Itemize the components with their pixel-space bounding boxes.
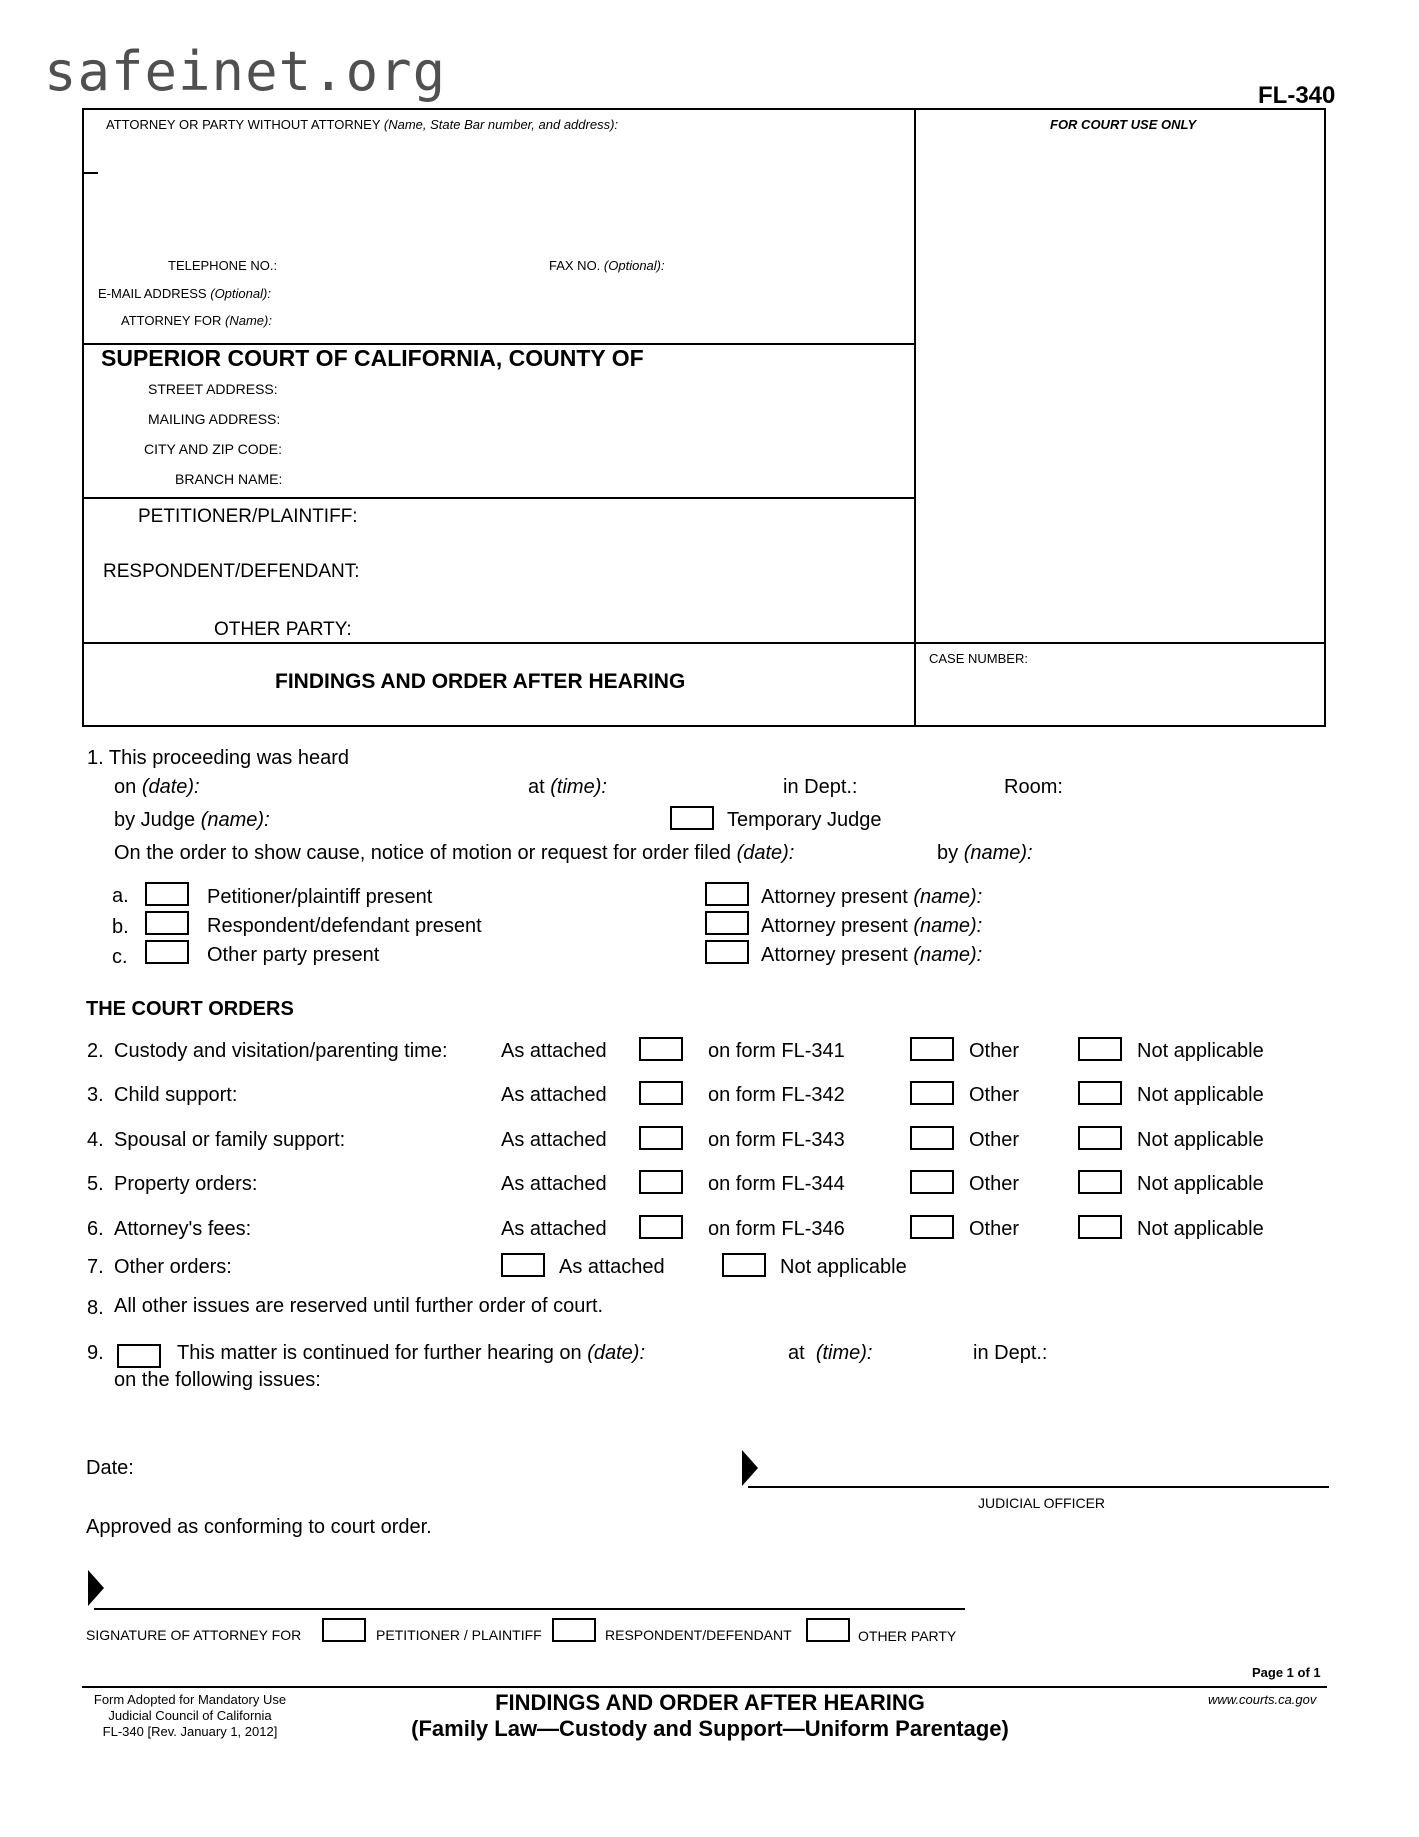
other-checkbox[interactable] (910, 1081, 954, 1105)
caption-tick (82, 172, 98, 174)
adopted-line-3: FL-340 [Rev. January 1, 2012] (102, 1724, 278, 1739)
form-title: FINDINGS AND ORDER AFTER HEARING (275, 670, 686, 693)
party-letter: a. (112, 885, 129, 907)
order-number: 2. (87, 1040, 104, 1062)
court-orders-heading: THE COURT ORDERS (86, 998, 294, 1020)
caption-rule-2 (82, 497, 916, 499)
not-applicable-label: Not applicable (1137, 1129, 1264, 1151)
adopted-line-1: Form Adopted for Mandatory Use (93, 1692, 287, 1707)
on-form-label: on form FL-343 (708, 1129, 845, 1151)
other-checkbox[interactable] (910, 1037, 954, 1061)
city-zip-label: CITY AND ZIP CODE: (144, 441, 282, 457)
order-label: Property orders: (114, 1173, 258, 1195)
not-applicable-checkbox[interactable] (1078, 1126, 1122, 1150)
attorney-signature-line[interactable] (94, 1608, 965, 1610)
approved-label: Approved as conforming to court order. (86, 1516, 432, 1538)
on-form-label: on form FL-342 (708, 1084, 845, 1106)
signature-attorney-label: SIGNATURE OF ATTORNEY FOR (86, 1627, 302, 1643)
item9-time: at (time): (788, 1342, 873, 1364)
petitioner-attorney-checkbox[interactable] (705, 882, 749, 906)
telephone-label: TELEPHONE NO.: (168, 258, 278, 273)
temporary-judge-label: Temporary Judge (727, 809, 882, 831)
as-attached-label: As attached (501, 1129, 607, 1151)
petitioner-present-checkbox[interactable] (145, 882, 189, 906)
item9-continued-checkbox[interactable] (117, 1344, 161, 1368)
court-use-label: FOR COURT USE ONLY (1050, 117, 1197, 132)
order-number: 6. (87, 1218, 104, 1240)
not-applicable-label: Not applicable (1137, 1218, 1264, 1240)
other-party-present-checkbox[interactable] (145, 940, 189, 964)
sig-petitioner-checkbox[interactable] (322, 1618, 366, 1642)
other-party-attorney-checkbox[interactable] (705, 940, 749, 964)
judicial-officer-line[interactable] (748, 1486, 1329, 1488)
date-label: Date: (86, 1457, 134, 1479)
item1-date: on (date): (114, 776, 200, 798)
order-number: 4. (87, 1129, 104, 1151)
item1-dept: in Dept.: (783, 776, 858, 798)
caption-rule-3 (82, 642, 1326, 644)
temporary-judge-checkbox[interactable] (670, 806, 714, 830)
petitioner-attorney-label: Attorney present (name): (761, 886, 983, 908)
not-applicable-label: Not applicable (1137, 1173, 1264, 1195)
website-link[interactable]: www.courts.ca.gov (1208, 1692, 1317, 1707)
item7-attached-label: As attached (559, 1256, 665, 1278)
mailing-address-label: MAILING ADDRESS: (148, 411, 281, 427)
item7-number: 7. (87, 1256, 104, 1278)
order-label: Spousal or family support: (114, 1129, 346, 1151)
petitioner-present-label: Petitioner/plaintiff present (207, 886, 433, 908)
not-applicable-label: Not applicable (1137, 1084, 1264, 1106)
other-label: Other (969, 1040, 1020, 1062)
on-form-label: on form FL-341 (708, 1040, 845, 1062)
item8-label: All other issues are reserved until further order of court. (114, 1295, 604, 1317)
not-applicable-label: Not applicable (1137, 1040, 1264, 1062)
other-label: Other (969, 1084, 1020, 1106)
item7-not-applicable-checkbox[interactable] (722, 1253, 766, 1277)
item7-attached-checkbox[interactable] (501, 1253, 545, 1277)
on-form-checkbox[interactable] (639, 1081, 683, 1105)
respondent-present-checkbox[interactable] (145, 911, 189, 935)
footer-title-1: FINDINGS AND ORDER AFTER HEARING (495, 1690, 925, 1715)
respondent-label: RESPONDENT/DEFENDANT: (103, 561, 360, 582)
as-attached-label: As attached (501, 1173, 607, 1195)
page-number: Page 1 of 1 (1252, 1665, 1321, 1680)
sig-respondent-checkbox[interactable] (552, 1618, 596, 1642)
case-number-label: CASE NUMBER: (929, 651, 1028, 666)
form-number: FL-340 (1258, 82, 1336, 109)
email-label: E-MAIL ADDRESS (Optional): (98, 286, 271, 301)
street-address-label: STREET ADDRESS: (148, 381, 278, 397)
not-applicable-checkbox[interactable] (1078, 1170, 1122, 1194)
item9-label: This matter is continued for further hearing on (date): (177, 1342, 646, 1364)
item9-dept: in Dept.: (973, 1342, 1048, 1364)
on-form-checkbox[interactable] (639, 1126, 683, 1150)
item8-number: 8. (87, 1297, 104, 1319)
item1-room: Room: (1004, 776, 1063, 798)
order-number: 5. (87, 1173, 104, 1195)
adopted-block (86, 1692, 294, 1740)
fax-label: FAX NO. (Optional): (549, 258, 665, 273)
attorney-label: ATTORNEY OR PARTY WITHOUT ATTORNEY (Name, State Bar number, and address): (106, 117, 619, 132)
adopted-line-2: Judicial Council of California (108, 1708, 272, 1723)
sig-other-party-checkbox[interactable] (806, 1618, 850, 1642)
attorney-for-label: ATTORNEY FOR (Name): (121, 313, 272, 328)
not-applicable-checkbox[interactable] (1078, 1215, 1122, 1239)
other-checkbox[interactable] (910, 1170, 954, 1194)
other-label: Other (969, 1129, 1020, 1151)
item1-judge: by Judge (name): (114, 809, 270, 831)
footer-rule (82, 1686, 1327, 1688)
sig-petitioner-label: PETITIONER / PLAINTIFF (376, 1627, 542, 1643)
as-attached-label: As attached (501, 1040, 607, 1062)
item1-heard: 1. This proceeding was heard (87, 747, 350, 769)
footer-title-2: (Family Law—Custody and Support—Uniform Parentage) (411, 1716, 1009, 1741)
not-applicable-checkbox[interactable] (1078, 1081, 1122, 1105)
other-label: Other (969, 1218, 1020, 1240)
as-attached-label: As attached (501, 1084, 607, 1106)
other-checkbox[interactable] (910, 1215, 954, 1239)
as-attached-label: As attached (501, 1218, 607, 1240)
watermark: safeinet.org (44, 40, 447, 103)
item9-issues: on the following issues: (114, 1369, 321, 1391)
petitioner-label: PETITIONER/PLAINTIFF: (138, 506, 358, 527)
court-title: SUPERIOR COURT OF CALIFORNIA, COUNTY OF (101, 345, 644, 371)
caption-divider (914, 108, 916, 727)
party-letter: c. (112, 946, 128, 968)
other-party-label: OTHER PARTY: (214, 619, 352, 640)
on-form-checkbox[interactable] (639, 1037, 683, 1061)
order-label: Attorney's fees: (114, 1218, 252, 1240)
respondent-present-label: Respondent/defendant present (207, 915, 482, 937)
judicial-officer-label: JUDICIAL OFFICER (978, 1495, 1106, 1511)
on-form-label: on form FL-344 (708, 1173, 845, 1195)
party-letter: b. (112, 916, 129, 938)
other-party-present-label: Other party present (207, 944, 380, 966)
sig-respondent-label: RESPONDENT/DEFENDANT (605, 1627, 792, 1643)
item7-label: Other orders: (114, 1256, 232, 1278)
sig-other-party-label: OTHER PARTY (858, 1628, 957, 1644)
on-form-label: on form FL-346 (708, 1218, 845, 1240)
item1-by: by (name): (937, 842, 1033, 864)
respondent-attorney-checkbox[interactable] (705, 911, 749, 935)
item1-order-filed: On the order to show cause, notice of motion or request for order filed (date): (114, 842, 795, 864)
not-applicable-checkbox[interactable] (1078, 1037, 1122, 1061)
item7-not-applicable-label: Not applicable (780, 1256, 907, 1278)
order-label: Custody and visitation/parenting time: (114, 1040, 448, 1062)
signature-arrow-icon (88, 1570, 104, 1606)
item1-time: at (time): (528, 776, 607, 798)
other-party-attorney-label: Attorney present (name): (761, 944, 983, 966)
signature-arrow-icon (742, 1450, 758, 1486)
on-form-checkbox[interactable] (639, 1170, 683, 1194)
respondent-attorney-label: Attorney present (name): (761, 915, 983, 937)
item9-number: 9. (87, 1342, 104, 1364)
other-checkbox[interactable] (910, 1126, 954, 1150)
branch-name-label: BRANCH NAME: (175, 471, 283, 487)
footer-title-block (380, 1690, 1040, 1742)
on-form-checkbox[interactable] (639, 1215, 683, 1239)
order-label: Child support: (114, 1084, 238, 1106)
other-label: Other (969, 1173, 1020, 1195)
order-number: 3. (87, 1084, 104, 1106)
